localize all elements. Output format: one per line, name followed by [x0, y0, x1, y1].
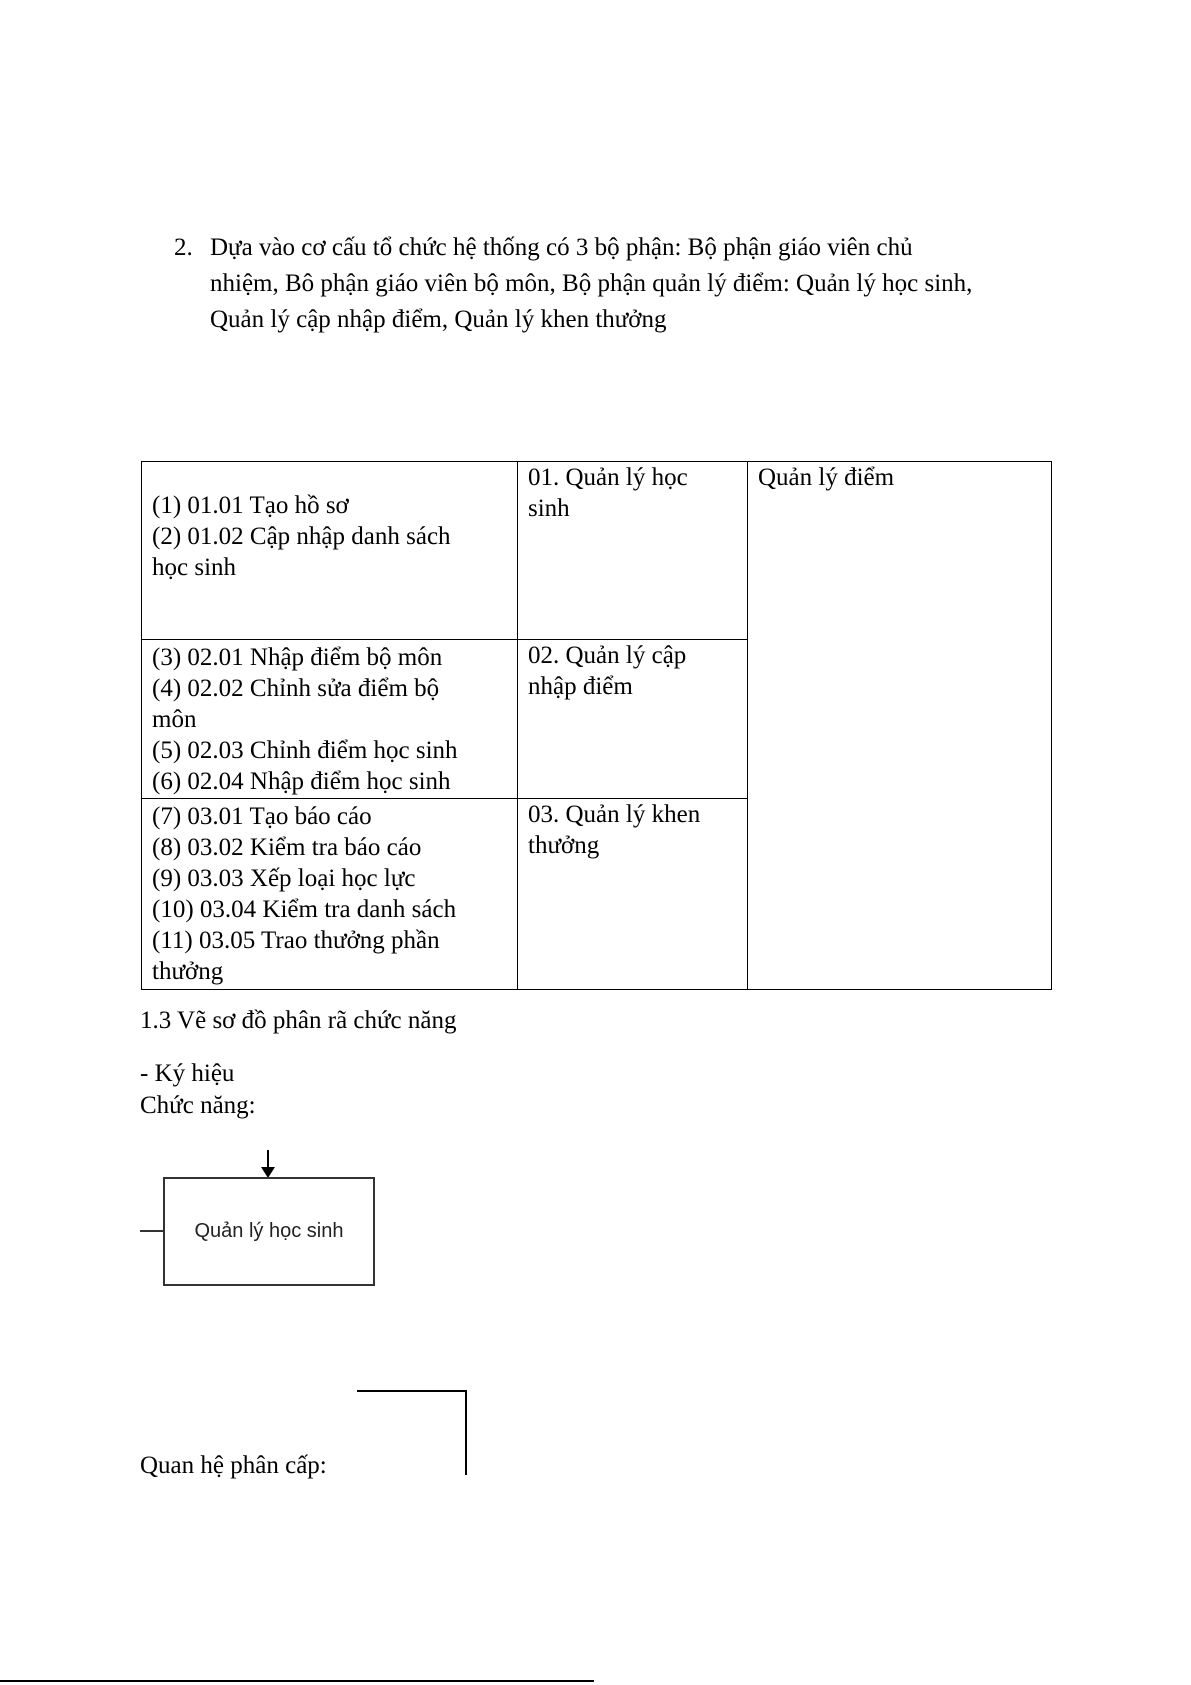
group-label-line: nhập điểm — [528, 673, 633, 700]
list-number: 2. — [174, 234, 193, 261]
list-item-line: Quản lý cập nhập điểm, Quản lý khen thưởng — [210, 306, 667, 333]
function-line: (3) 02.01 Nhập điểm bộ môn — [152, 644, 443, 671]
function-line: môn — [152, 706, 197, 733]
list-item-line: nhiệm, Bô phận giáo viên bộ môn, Bộ phận quản lý điểm: Quản lý học sinh, — [210, 270, 973, 297]
group-label-cell — [518, 799, 748, 990]
section-heading: 1.3 Vẽ sơ đồ phân rã chức năng — [140, 1007, 457, 1034]
function-line: (2) 01.02 Cập nhập danh sách — [152, 523, 451, 550]
function-list-cell — [142, 462, 518, 640]
group-label-line: sinh — [528, 495, 570, 522]
function-table — [141, 461, 1052, 990]
function-line: thưởng — [152, 958, 224, 985]
group-label-line: 02. Quản lý cập — [528, 642, 687, 669]
function-line: (9) 03.03 Xếp loại học lực — [152, 865, 416, 892]
root-function-cell — [748, 462, 1052, 990]
group-label-line: thưởng — [528, 832, 600, 859]
function-line: (5) 02.03 Chỉnh điểm học sinh — [152, 737, 458, 764]
hierarchy-label: Quan hệ phân cấp: — [140, 1452, 327, 1479]
function-box-label: Quản lý học sinh — [194, 1220, 344, 1242]
function-symbol-label: Chức năng: — [140, 1092, 256, 1119]
function-line: (8) 03.02 Kiểm tra báo cáo — [152, 834, 422, 861]
function-list-cell — [142, 640, 518, 799]
group-label-cell — [518, 462, 748, 640]
group-label-cell — [518, 640, 748, 799]
group-label-line: 01. Quản lý học — [528, 464, 688, 491]
root-function-label: Quản lý điểm — [758, 464, 895, 491]
function-line: (7) 03.01 Tạo báo cáo — [152, 803, 372, 830]
list-item-text — [210, 230, 1074, 338]
down-arrow-icon — [261, 1167, 275, 1178]
function-line: học sinh — [152, 554, 237, 581]
hierarchy-symbol-diagram — [356, 1390, 476, 1480]
numbered-list-item — [174, 230, 1074, 338]
function-line: (10) 03.04 Kiểm tra danh sách — [152, 896, 457, 923]
function-line: (6) 02.04 Nhập điểm học sinh — [152, 768, 451, 795]
symbol-heading: - Ký hiệu — [140, 1060, 235, 1087]
function-line: (4) 02.02 Chỉnh sửa điểm bộ — [152, 675, 440, 702]
group-label-line: 03. Quản lý khen — [528, 801, 701, 828]
footer-divider — [0, 1680, 594, 1682]
function-line: (11) 03.05 Trao thưởng phần — [152, 927, 440, 954]
function-line: (1) 01.01 Tạo hồ sơ — [152, 492, 349, 519]
list-item-line: Dựa vào cơ cấu tổ chức hệ thống có 3 bộ phận: Bộ phận giáo viên chủ — [210, 234, 913, 261]
function-list-cell — [142, 799, 518, 990]
table-row — [142, 462, 1052, 640]
